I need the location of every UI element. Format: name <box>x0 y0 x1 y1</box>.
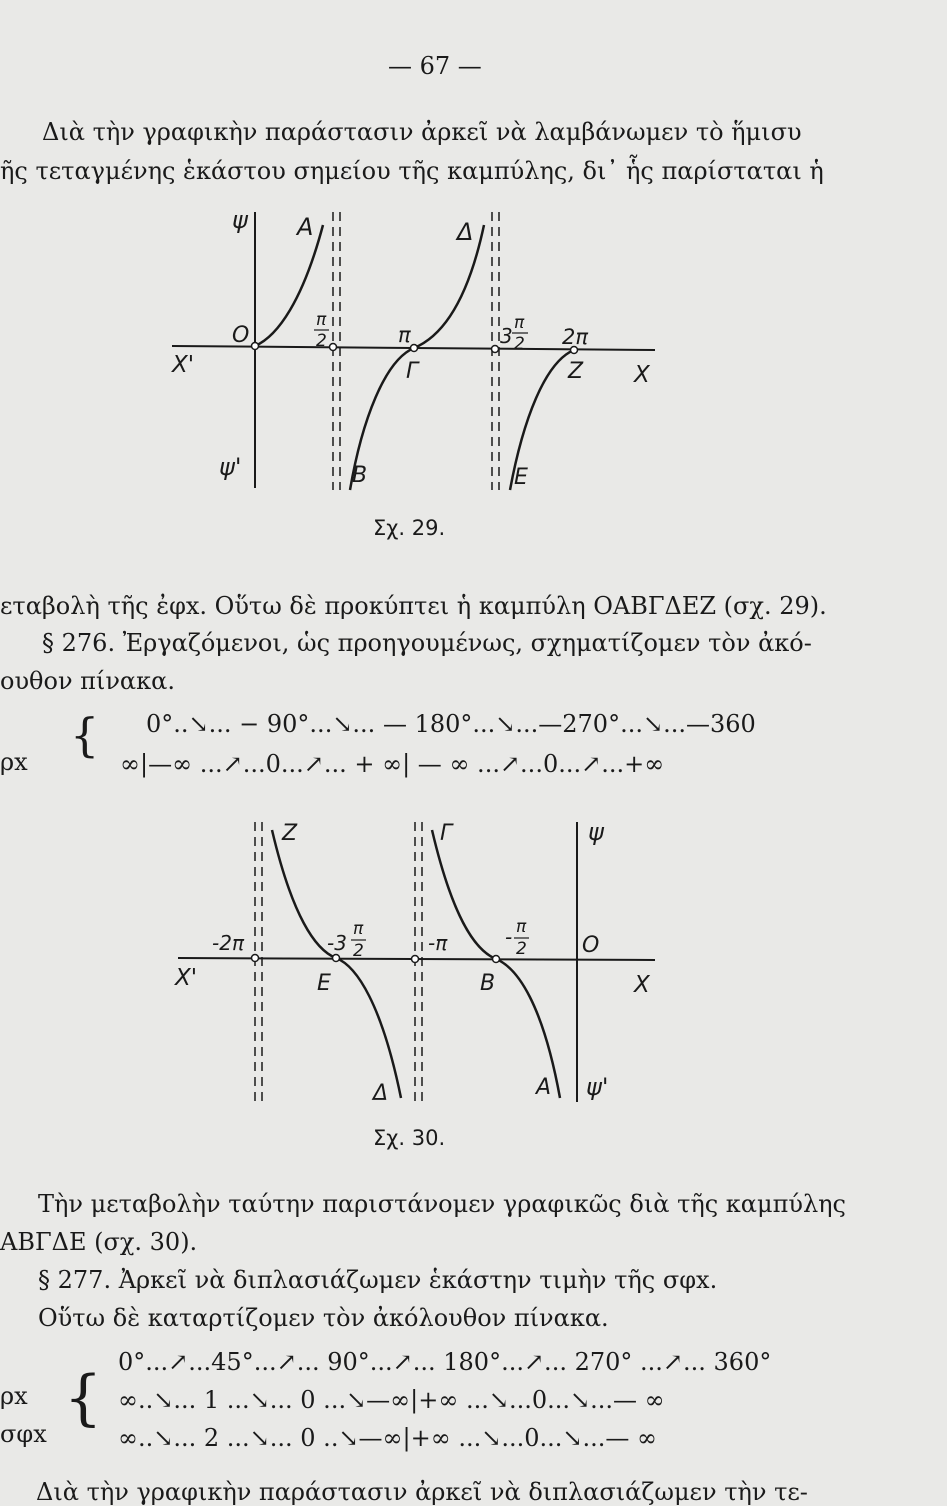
fig30-label-psi: ψ <box>588 818 604 846</box>
fig29-label-E: E <box>514 465 528 490</box>
table-1-row-label: ρx <box>0 748 28 776</box>
fig30-label-Delta: Δ <box>373 1081 389 1106</box>
fig30-label-E: E <box>317 971 331 996</box>
fig30-label-minus-3pi-half-den: 2 <box>353 941 364 961</box>
fig29-label-B: B <box>352 463 368 488</box>
fig30-label-A: A <box>536 1075 552 1100</box>
fig29-label-three: 3 <box>500 324 513 348</box>
fig29-label-psi: ψ <box>232 206 248 234</box>
fig29-label-x-prime: X' <box>172 352 195 378</box>
paragraph-3-line-4: Οὕτω δὲ καταρτίζομεν τὸν ἀκόλουθον πίνακα. <box>38 1304 609 1332</box>
paragraph-2-line-2: § 276. Ἐργαζόμενοι, ὡς προηγουμένως, σχηματίζομεν τὸν ἀκό- <box>42 629 812 657</box>
fig30-label-Gamma: Γ <box>440 821 453 846</box>
paragraph-3-line-2: ΑΒΓΔΕ (σχ. 30). <box>0 1228 198 1256</box>
figure-29 <box>0 200 947 500</box>
fig30-label-x: X <box>634 972 650 998</box>
fig30-curve-GBA <box>432 830 560 1098</box>
fig29-label-A: A <box>297 213 314 241</box>
last-line: Διὰ τὴν γραφικὴν παράστασιν ἀρκεῖ νὰ διπλασιάζωμεν τὴν τε- <box>36 1478 808 1506</box>
paragraph-3-line-3: § 277. Ἀρκεῖ νὰ διπλασιάζωμεν ἑκάστην τιμὴν τῆς σφx. <box>38 1266 718 1294</box>
fig30-label-minus-pi-half-sign: - <box>505 925 513 949</box>
table-2-row-label-1: ρx <box>0 1382 28 1410</box>
fig29-label-pi: π <box>398 323 411 347</box>
table-2-brace: { <box>64 1363 103 1433</box>
fig29-label-pi-half-num: π <box>316 310 327 330</box>
fig29-label-3pi-half-den: 2 <box>514 334 525 354</box>
paragraph-1-line-1: Διὰ τὴν γραφικὴν παράστασιν ἀρκεῖ νὰ λαμβάνωμεν τὸ ἥμισυ <box>42 118 802 146</box>
fig29-label-origin: O <box>232 323 250 348</box>
table-1-row-1: 0°..↘... − 90°...↘... — 180°...↘...—270°...↘...—360 <box>146 710 756 738</box>
table-2-row-3: ∞..↘... 2 ...↘... 0 ..↘—∞|+∞ ...↘...0...↘...— ∞ <box>118 1424 658 1452</box>
fig29-label-Delta: Δ <box>457 218 474 246</box>
fig30-curve-ZED <box>272 830 401 1098</box>
fig30-label-minus-3pi-half-num: π <box>353 919 364 939</box>
figure-29-caption: Σχ. 29. <box>373 516 446 540</box>
fig30-label-minus-pi-half-den: 2 <box>516 939 527 959</box>
fig30-label-B: B <box>480 971 496 996</box>
fig29-label-Z: Z <box>568 359 584 384</box>
fig30-label-minus-2pi: -2π <box>212 931 244 955</box>
figure-30-caption: Σχ. 30. <box>373 1126 446 1150</box>
fig29-label-3pi-half-num: π <box>514 313 525 333</box>
fig29-label-x: X <box>634 362 650 388</box>
paragraph-3-line-1: Τὴν μεταβολὴν ταύτην παριστάνομεν γραφικῶς διὰ τῆς καμπύλης <box>38 1190 846 1218</box>
fig29-curve-BGD <box>350 225 484 490</box>
fig29-label-pi-half-den: 2 <box>316 331 327 351</box>
fig30-label-Z: Z <box>282 821 298 846</box>
fig29-label-Gamma: Γ <box>406 359 419 384</box>
fig30-label-x-prime: X' <box>175 965 198 991</box>
paragraph-2-line-3: ουθον πίνακα. <box>0 667 175 695</box>
paragraph-2-line-1: εταβολὴ τῆς ἐφx. Οὕτω δὲ προκύπτει ἡ καμπύλη ΟΑΒΓΔΕΖ (σχ. 29). <box>0 592 827 620</box>
table-2-row-2: ∞..↘... 1 ...↘... 0 ...↘—∞|+∞ ...↘...0...↘...— ∞ <box>118 1386 665 1414</box>
table-1-brace: { <box>70 708 100 762</box>
fig29-label-psi-prime: ψ' <box>219 453 242 481</box>
table-1-row-2: ∞|—∞ ...↗...0...↗... + ∞| — ∞ ...↗...0...↗...+∞ <box>120 750 665 778</box>
fig29-label-two-pi: 2π <box>562 325 589 349</box>
fig29-curve-OA <box>255 225 323 346</box>
fig30-label-psi-prime: ψ' <box>586 1073 609 1101</box>
fig30-label-minus-pi-half-num: π <box>516 917 527 937</box>
fig30-label-minus-pi: -π <box>428 931 448 955</box>
fig30-label-minus-three: -3 <box>327 931 347 955</box>
figure-30 <box>0 810 947 1120</box>
paragraph-1-line-2: ῆς τεταγμένης ἑκάστου σημείου τῆς καμπύλης, δι᾽ ἧς παρίσταται ἡ <box>0 157 824 185</box>
table-2-row-label-2: σφx <box>0 1420 47 1448</box>
fig30-label-origin: O <box>582 933 600 958</box>
page-number: — 67 — <box>388 52 482 80</box>
table-2-row-1: 0°...↗...45°...↗... 90°...↗... 180°...↗... 270° ...↗... 360° <box>118 1348 772 1376</box>
